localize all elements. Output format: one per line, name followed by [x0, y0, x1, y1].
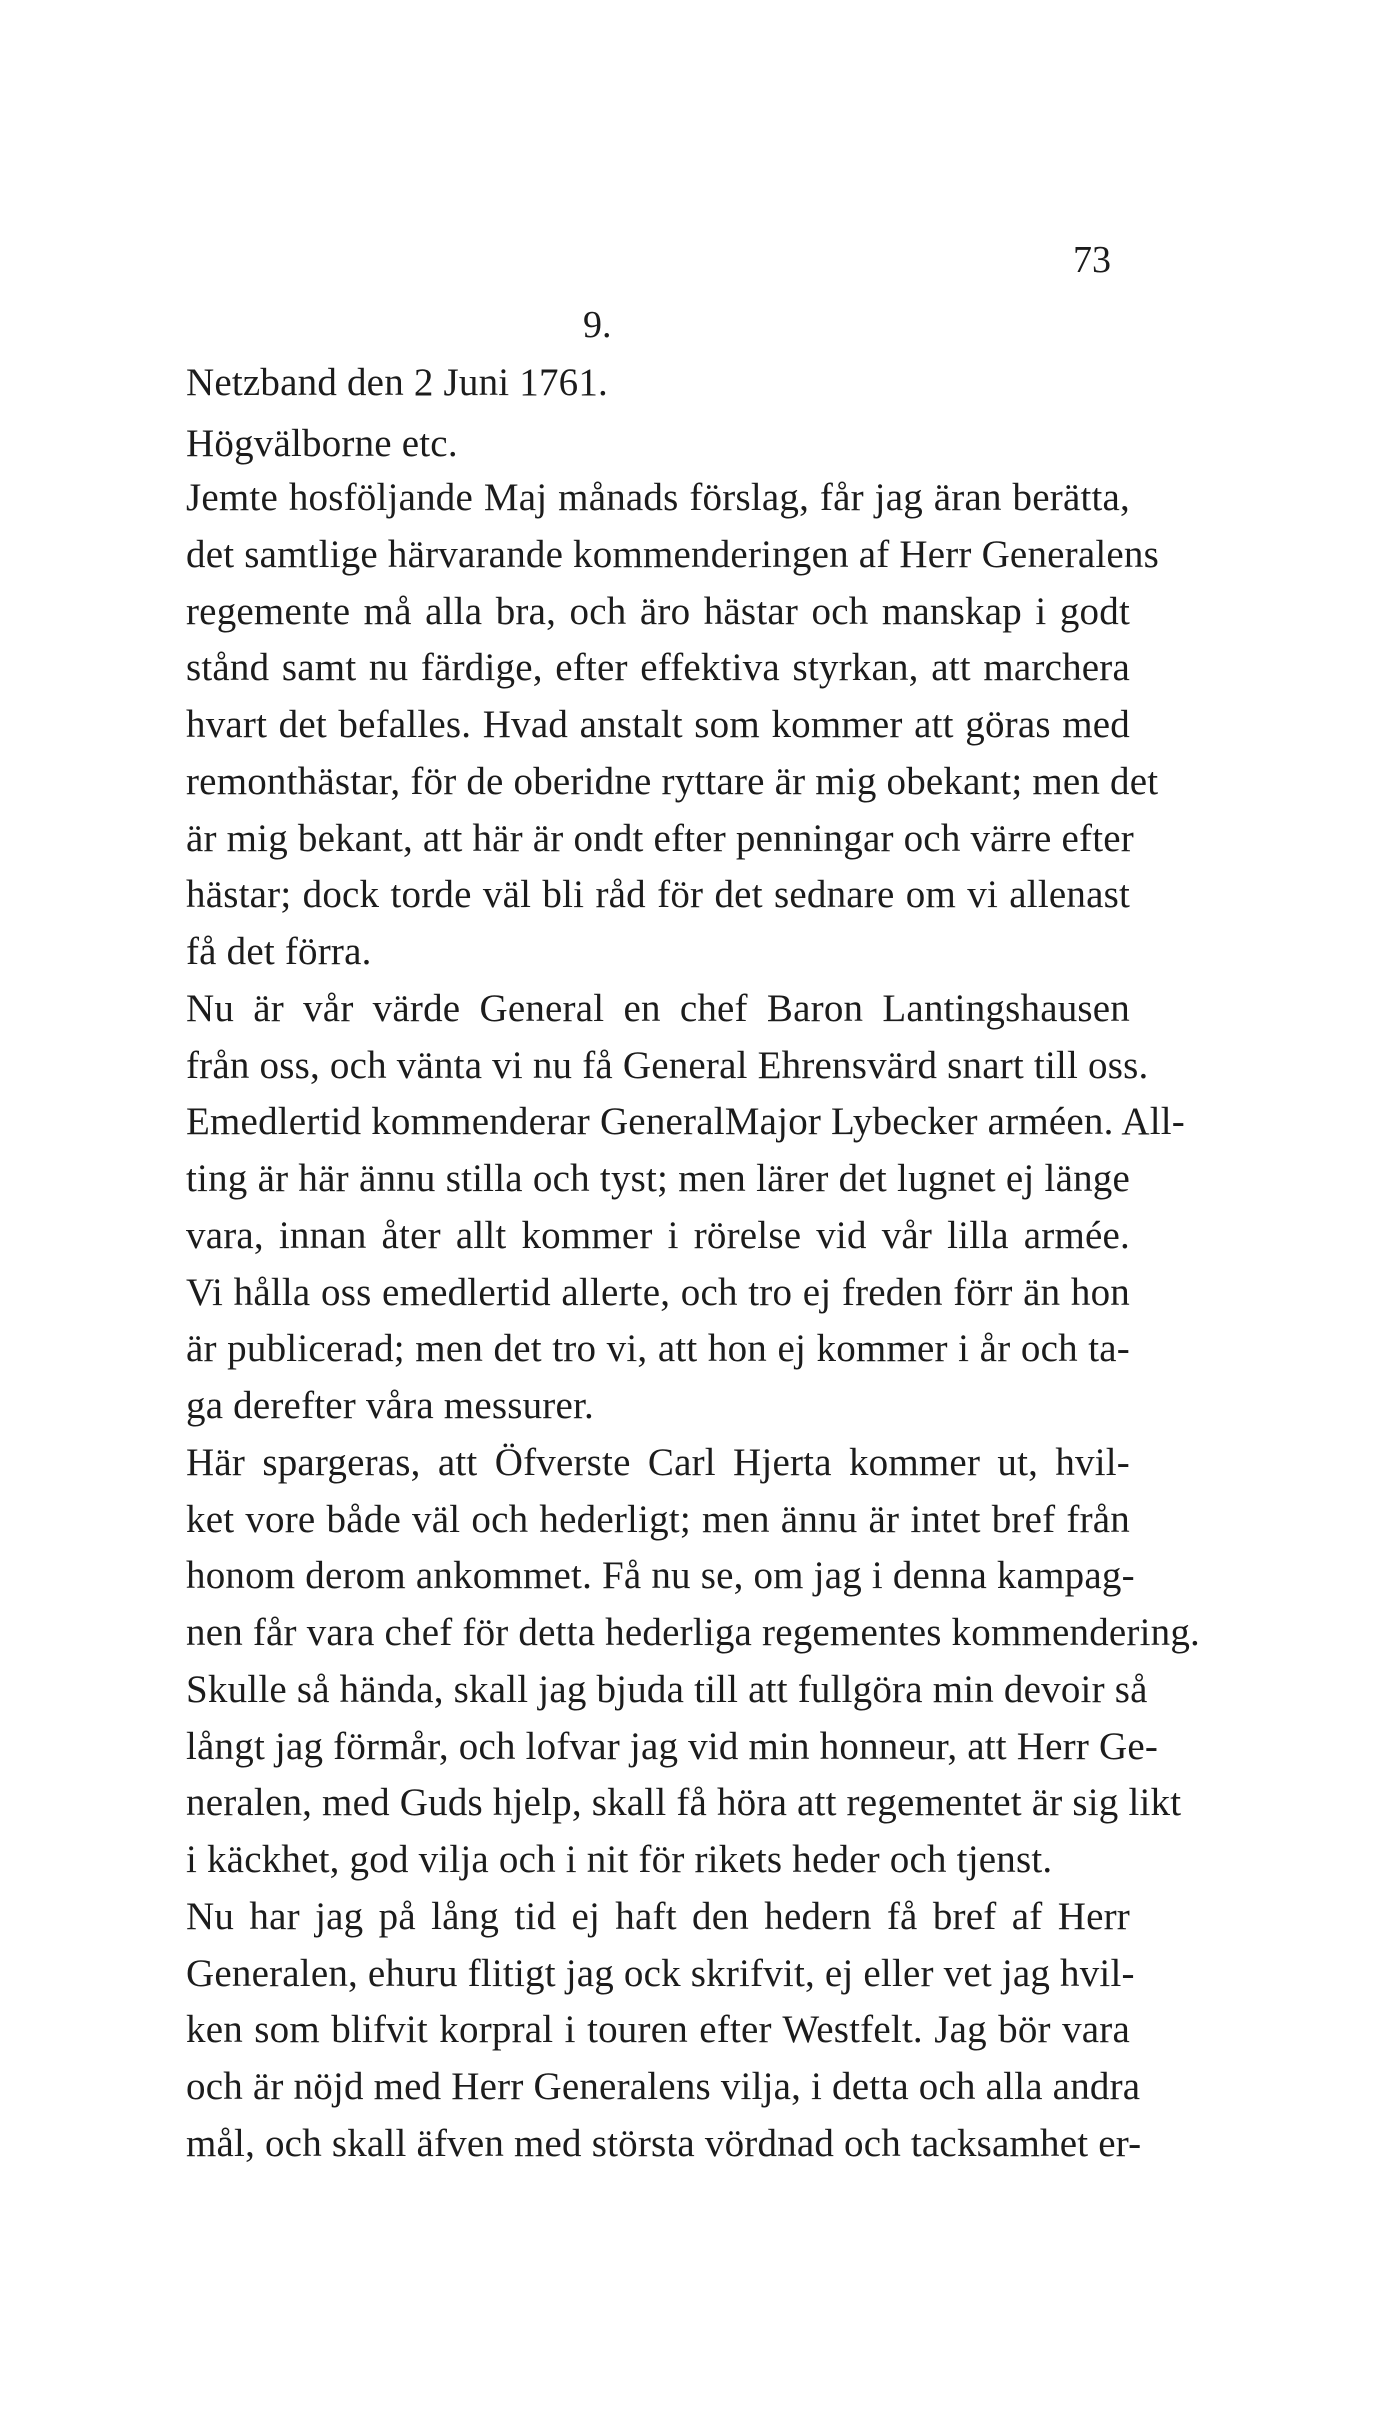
text-line: är publicerad; men det tro vi, att hon ej kommer i år och ta- [186, 1327, 1130, 1371]
text-line: Här spargeras, att Öfverste Carl Hjerta kommer ut, hvil- [186, 1440, 1130, 1484]
text-line: ken som blifvit korpral i touren efter Westfelt. Jag bör vara [186, 2008, 1130, 2052]
text-line: från oss, och vänta vi nu få General Ehrensvärd snart till oss. [186, 1043, 1149, 1087]
text-line: hästar; dock torde väl bli råd för det sednare om vi allenast [186, 873, 1130, 917]
text-line: remonthästar, för de oberidne ryttare är mig obekant; men det [186, 759, 1159, 803]
text-line: neralen, med Guds hjelp, skall få höra att regementet är sig likt [186, 1781, 1182, 1825]
letter-body [95, 470, 1201, 2173]
letter-number: 9. [583, 304, 612, 346]
letter-salutation: Högvälborne etc. [186, 422, 458, 465]
text-line: Vi hålla oss emedlertid allerte, och tro ej freden förr än hon [186, 1270, 1130, 1314]
text-line: Jemte hosföljande Maj månads förslag, får jag äran berätta, [186, 476, 1130, 519]
text-line: Nu har jag på lång tid ej haft den hedern få bref af Herr [186, 1894, 1130, 1938]
text-line: långt jag förmår, och lofvar jag vid min honneur, att Herr Ge- [186, 1724, 1159, 1768]
text-line: Generalen, ehuru flitigt jag ock skrifvit, ej eller vet jag hvil- [186, 1951, 1135, 1995]
text-line: och är nöjd med Herr Generalens vilja, i detta och alla andra [186, 2065, 1141, 2108]
letter-place-date: Netzband den 2 Juni 1761. [186, 361, 609, 404]
text-line: mål, och skall äfven med största vördnad och tacksamhet er- [186, 2121, 1142, 2165]
paragraph [95, 1435, 1201, 1889]
text-line: vara, innan åter allt kommer i rörelse vid vår lilla armée. [186, 1213, 1130, 1257]
paragraph [95, 470, 1159, 981]
text-line: Emedlertid kommenderar GeneralMajor Lybecker arméen. All- [186, 1100, 1185, 1144]
paragraph [95, 981, 1185, 1435]
text-line: är mig bekant, att här är ondt efter penningar och värre efter [186, 816, 1134, 860]
paragraph [95, 1889, 1142, 2173]
text-line: få det förra. [186, 930, 372, 973]
text-line: stånd samt nu färdige, efter effektiva styrkan, att marchera [186, 646, 1130, 690]
text-line: Nu är vår värde General en chef Baron Lantingshausen [186, 986, 1130, 1030]
page-number: 73 [1073, 239, 1111, 281]
text-line: ga derefter våra messurer. [186, 1384, 594, 1427]
text-line: i käckhet, god vilja och i nit för rikets heder och tjenst. [186, 1838, 1053, 1881]
text-line: honom derom ankommet. Få nu se, om jag i denna kampag- [186, 1554, 1135, 1598]
text-line: ket vore både väl och hederligt; men ännu är intet bref från [186, 1497, 1130, 1541]
text-line: ting är här ännu stilla och tyst; men lärer det lugnet ej länge [186, 1157, 1130, 1200]
text-line: Skulle så hända, skall jag bjuda till att fullgöra min devoir så [186, 1667, 1148, 1711]
text-line: nen får vara chef för detta hederliga regementes kommendering. [186, 1611, 1201, 1654]
text-line: det samtlige härvarande kommenderingen af Herr Generalens [186, 532, 1159, 576]
text-line: regemente må alla bra, och äro hästar och manskap i godt [186, 589, 1130, 633]
text-line: hvart det befalles. Hvad anstalt som kommer att göras med [186, 703, 1130, 746]
